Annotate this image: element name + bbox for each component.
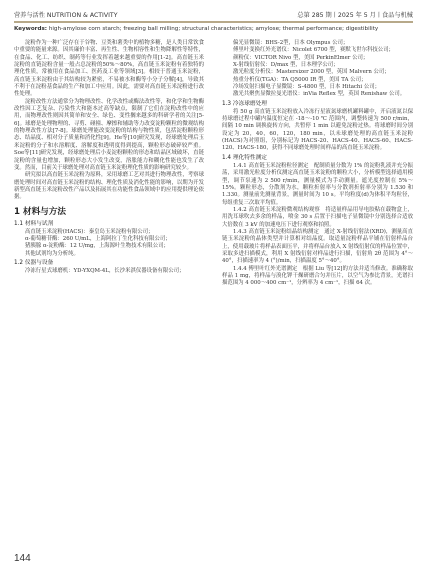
instrument-item: 冷场发射扫描电子显微镜：S-4800 型，日本 Hitachi 公司；: [233, 84, 381, 91]
method-paragraph-microstructure: 1.4.2 高直链玉米淀粉微观结构观察 将适量样品用导电胶粘在载物盒上，用洗耳球吹去多余的样品，喷金 30 s 后置于扫描电子显微镜中分别选择合适放大倍数在 3 kV 的加速电压下进行观察和拍照。: [222, 206, 413, 228]
section-heading-materials-methods: 1 材料与方法: [14, 206, 66, 217]
keywords-text: high-amylose corn starch; freezing ball milling; structural characteristics; amylose; thermal performance; digestibility: [48, 26, 379, 32]
journal-section-title: 营养与活性 NUTRITION & ACTIVITY: [14, 11, 118, 19]
instrument-item: 颜粉仪：VICTOR Nivo 型，美国 PerkinElmer 公司；: [233, 54, 369, 61]
keywords-line: [14, 25, 413, 33]
subheading-physicochemical: 1.4 理化特性测定: [222, 154, 267, 161]
instrument-item: 傅里叶变换红外光谱仪：Nicolet 6700 型，赛默飞世尔科技公司；: [233, 47, 394, 54]
intro-paragraph-2: 淀粉改性方法通常分为物理改性、化学改性或酶法改性等，和化学和生物酶改性因工艺复杂、污染性大和能本过高等缺点，限制了它们在淀粉改性中的应用，而物理改性则因其简单和安全、绿色、变性搁来越多的科研学者的关注[5-6]。球磨是处理物理的、寻剪、碰撞、摩擦和辅助等力改变淀粉颗粒的微观结构的物理改性方法[7-8]。球磨处理能改变淀粉的结构与物性质，包括淀粉颗粒形态、结晶度、相对分子质量和消化性[9]。He等[10]研究发现，经球磨处理后玉米淀粉的分子和水溶解度、溶解度和透明度得到提高，颗粒形态破碎较严重。Soe等[11]研究发现，经球磨处理后小麦淀粉颗粒的形态和结晶区域破坏，直链淀粉的含量也增加，颗粒形态大小发生改变，溶胀能力和糊化性能也发生了改变。然而，目前关于球磨处理对高直链玉米淀粉理化性质的影响研究较少。: [14, 98, 204, 171]
method-paragraph-particle-size: 1.4.1 高直链玉米淀粉粒径测定 配制质量分数为 1% 的淀粉乳液并充分振荡，采用激光粒度分析仪测定高直链玉米淀粉的颗粒大小，分析模型选择通用模型，调节泵速为 2 500 r/min，测量模式为手动测量。遮光度控制在 5%～15%。颗粒形态，分散剂为水，颗粒折射率与分散剂折射率分别为 1.530 和 1.330。测量前先测量背景，测量时间为 10 s。平均粒度(d)为体积平均粒径，每组重复三次取平均值。: [222, 162, 413, 206]
running-header: [14, 8, 413, 20]
right-column: [222, 40, 413, 288]
instrument-item: 热重分析仪(TGA)：TA Q5000 IR 型，美国 TA 公司；: [233, 76, 367, 83]
subheading-instruments: 1.2 仪器与设备: [14, 259, 54, 266]
intro-paragraph-3: 研究拟以高直链玉米淀粉为原料，采用球磨工艺对其进行物理改性，考察球磨处理时间对高直链玉米淀粉的结构、理化性质及消化性能的影响，以期为开发新型高直链玉米淀粉改性产品以及拓展其在功能性食品领域中的应用提供理论依据。: [14, 172, 204, 201]
material-item: 猪胰腺 α-淀粉酶：12 U/mg，上海源叶生物技术有限公司；: [25, 243, 169, 250]
keywords-label: Keywords:: [14, 26, 48, 32]
material-item: 其他试剂均为分析纯。: [25, 250, 79, 257]
subheading-materials-reagents: 1.1 材料与试剂: [14, 220, 54, 227]
instrument-item: X-射线衍射仪：D/max 型，日本理学公司；: [233, 62, 339, 69]
instrument-item: 激光共聚焦显微拉曼光谱仪：inVia Reflex 型，英国 Renishaw 公司。: [233, 91, 406, 98]
instrument-item: 偏光显微镜：BHS-2型，日本 Olympus 公司；: [233, 40, 349, 46]
issue-info: 总第 285 期丨2025 年 5 月丨食品与机械: [297, 11, 413, 19]
material-item: 高直链玉米淀粉(HACS)：秦皇岛玉米淀粉有限公司；: [25, 228, 154, 235]
method-paragraph-crystal: 1.4.3 高直链玉米淀粉结晶结构测定 通过 X-射线衍射法(XRD)，测量高直链玉米淀粉的晶体类型并计算相对结晶度。取适量淀粉样品平铺在衍射样品台上，使用载玻片将样品表面压平，并将样品台放入 X 射线衍射仪的样品位置中，采取多进扫描模式，利用 X 射线衍射对样品进行扫描，衍射角 2θ 范围为 4°～40°，扫描速率为 4 (°)/min，扫描温度 5°～40°。: [222, 228, 413, 265]
header-rule: [14, 21, 413, 23]
page-number: 144: [14, 553, 31, 564]
instrument-item: 冷冻行星式球磨机：YD-YXQM-4L，长沙米淇仪器设备有限公司；: [25, 267, 185, 274]
method-paragraph-ftir: 1.4.4 傅里叶红外光谱测定 根据 Liu 等[12]的方法并适当修改。准确称取样品 1 mg，将样品与溴化钾干燥研磨合匀并压片，以空气为参比背景，光谱扫描范围为 4 000～400 cm⁻¹，分辨率为 4 cm⁻¹，扫描 64 次。: [222, 265, 413, 287]
left-column: [14, 40, 204, 275]
material-item: α-葡萄糖苷酶：260 U/mL，上海阿拉丁生化科技有限公司；: [25, 235, 171, 242]
instrument-item: 激光粒度分析仪：Mastersizer 2000 型，英国 Malvern 公司；: [233, 69, 390, 76]
method-paragraph: 将 50 g 高直链玉米淀粉放入冷冻行星液氮球磨机罐料罐中，开启液氮以保持球磨过程中罐内温度恒定在 -18～-10 ℃ 范围内，调整转速为 500 r/min，间隔 10 min 调换旋转方向，共暂停 1 min 以避免淀粉过热。将球磨时间分别设定为 20，40，60，120，180 min，以未球磨处理的高直链玉米淀粉(HACS)为对照组，分别标记为 HACS-20、HACS-40、HACS-60、HACS-120、HACS-180，获得不同球磨处理时间样品的高直链玉米淀粉。: [222, 108, 413, 152]
subheading-freeze-milling: 1.3 冷冻球磨处理: [222, 100, 267, 107]
intro-paragraph-1: 淀粉作为一种广泛存在于谷物、豆类和薯类中的植物多糖，是人类日常饮食中重要的能量来源。因其廉价丰富、再生性、生物相容性和生物降解性等特性，在食品、化工、纺织、制药等行业发挥着越来越重要的作用[1-2]。高直链玉米淀粉的直链淀粉含量一般占总淀粉的50%～80%，高直链玉米淀粉有着独特的理化性质，常被用在食品加工、医药及工业等领域[3]。相较于普通玉米淀粉，高直链玉米淀粉由于其结构较为紧密，不易被水和酶等小分子分解[4]，导致其不利于在淀粉基食品的生产和加工中应用。因此，需要对高直链玉米淀粉进行改性处理。: [14, 40, 204, 98]
